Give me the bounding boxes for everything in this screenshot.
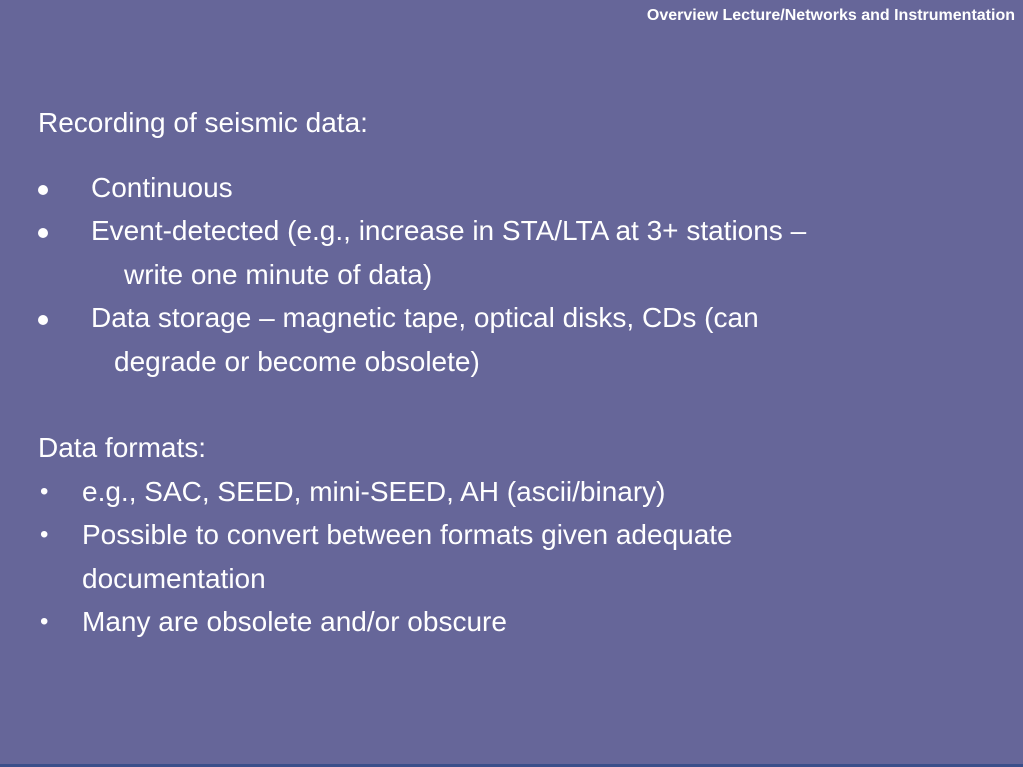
list-item xyxy=(38,209,998,296)
bullet-dot-icon xyxy=(38,185,48,195)
recording-bullet-storage-line1: Data storage – magnetic tape, optical disks, CDs (can xyxy=(91,302,759,333)
formats-bullet-examples: e.g., SAC, SEED, mini-SEED, AH (ascii/binary) xyxy=(82,475,666,507)
formats-bullet-obsolete: Many are obsolete and/or obscure xyxy=(82,606,507,637)
bullet-icon: • xyxy=(40,477,49,505)
bullet-icon: • xyxy=(40,608,49,635)
formats-bullet-convert-line1: Possible to convert between formats given adequate xyxy=(82,519,733,550)
spacer xyxy=(38,145,998,166)
list-item xyxy=(38,513,998,600)
formats-bullet-convert-line2: documentation xyxy=(82,562,266,594)
slide-header-title: Overview Lecture/Networks and Instrumentation xyxy=(646,7,1015,24)
list-item xyxy=(38,296,998,383)
list-item xyxy=(38,166,998,210)
formats-heading: Data formats: xyxy=(38,432,207,463)
spacer xyxy=(38,383,998,426)
slide-content xyxy=(38,101,998,644)
recording-bullet-continuous: Continuous xyxy=(91,171,233,203)
recording-bullet-event-line2: write one minute of data) xyxy=(124,258,433,290)
bullet-dot-icon xyxy=(38,228,48,238)
list-item xyxy=(38,470,998,514)
recording-bullet-event-line1: Event-detected (e.g., increase in STA/LTA at 3+ stations – xyxy=(91,215,807,246)
recording-bullet-storage-line2: degrade or become obsolete) xyxy=(114,345,480,377)
bullet-dot-icon xyxy=(38,315,48,325)
bullet-icon: • xyxy=(40,521,49,548)
list-item xyxy=(38,600,998,644)
recording-heading: Recording of seismic data: xyxy=(38,107,368,138)
formats-bullet-list xyxy=(38,470,998,644)
recording-bullet-list xyxy=(38,166,998,384)
